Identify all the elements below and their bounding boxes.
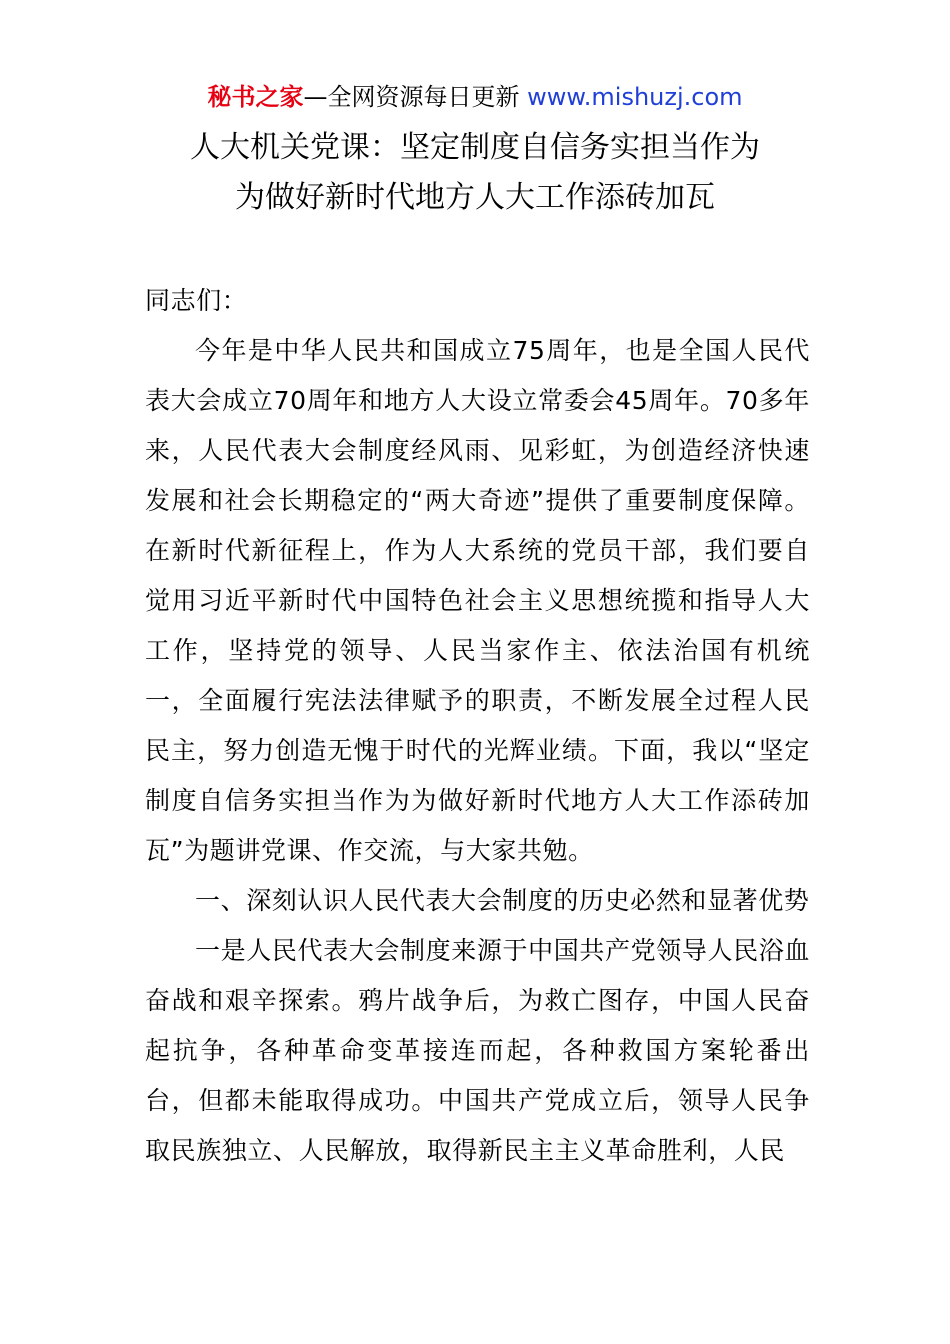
document-body <box>145 276 810 1176</box>
title-line-1: 人大机关党课：坚定制度自信务实担当作为 <box>190 130 760 165</box>
page-header <box>0 80 950 114</box>
header-brand: 秘书之家 <box>207 83 304 111</box>
title-line-2: 为做好新时代地方人大工作添砖加瓦 <box>235 180 715 215</box>
salutation: 同志们： <box>145 286 248 315</box>
header-tagline: —全网资源每日更新 <box>303 83 528 111</box>
header-site-link[interactable]: www.mishuzj.com <box>527 83 743 111</box>
section-heading-1: 一、深刻认识人民代表大会制度的历史必然和显著优势 <box>195 886 810 915</box>
paragraph-intro: 今年是中华人民共和国成立75周年，也是全国人民代表大会成立70周年和地方人大设立常委会45周年。70多年来，人民代表大会制度经风雨、见彩虹，为创造经济快速发展和社会长期稳定的“两大奇迹”提供了重要制度保障。在新时代新征程上，作为人大系统的党员干部，我们要自觉用习近平新时代中国特色社会主义思想统揽和指导人大工作，坚持党的领导、人民当家作主、依法治国有机统一，全面履行宪法法律赋予的职责，不断发展全过程人民民主，努力创造无愧于时代的光辉业绩。下面，我以“坚定制度自信务实担当作为为做好新时代地方人大工作添砖加瓦”为题讲党课、作交流，与大家共勉。 <box>145 336 810 865</box>
paragraph-1: 一是人民代表大会制度来源于中国共产党领导人民浴血奋战和艰辛探索。鸦片战争后，为救亡图存，中国人民奋起抗争，各种革命变革接连而起，各种救国方案轮番出台，但都未能取得成功。中国共产党成立后，领导人民争取民族独立、人民解放，取得新民主主义革命胜利，人民 <box>145 936 810 1165</box>
